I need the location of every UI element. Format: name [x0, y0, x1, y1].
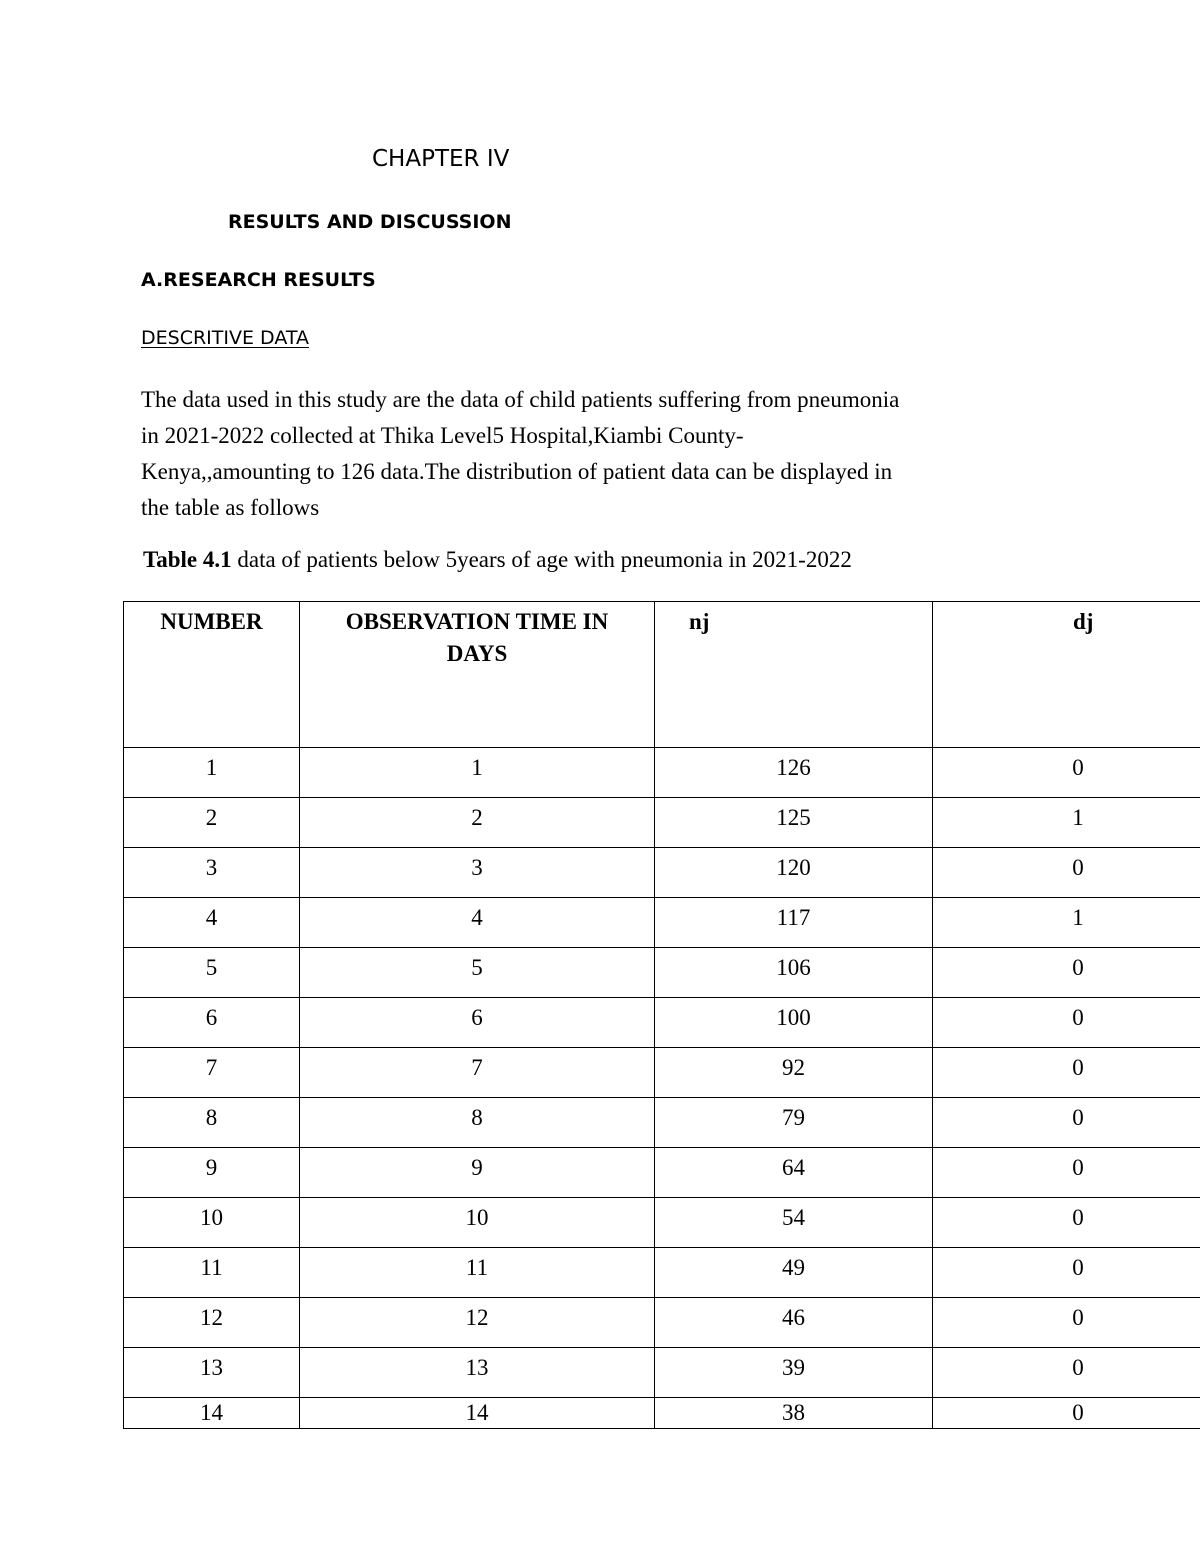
cell-dj: 1: [933, 798, 1200, 848]
cell-nj: 125: [655, 798, 933, 848]
cell-dj: 0: [933, 1048, 1200, 1098]
cell-dj: 0: [933, 1248, 1200, 1298]
cell-observation-time: 7: [300, 1048, 655, 1098]
table-row: [124, 1248, 1200, 1298]
cell-observation-time: 5: [300, 948, 655, 998]
cell-number: 1: [124, 748, 300, 798]
cell-nj: 79: [655, 1098, 933, 1148]
header-number: NUMBER: [124, 602, 300, 748]
cell-number: 7: [124, 1048, 300, 1098]
paragraph-line: the table as follows: [141, 495, 320, 520]
cell-number: 13: [124, 1348, 300, 1398]
table-row: [124, 998, 1200, 1048]
header-nj: nj: [655, 602, 933, 748]
cell-nj: 126: [655, 748, 933, 798]
cell-number: 2: [124, 798, 300, 848]
cell-number: 8: [124, 1098, 300, 1148]
body-paragraph: [141, 382, 1071, 526]
table-row: [124, 898, 1200, 948]
cell-dj: 0: [933, 1298, 1200, 1348]
cell-observation-time: 11: [300, 1248, 655, 1298]
cell-number: 4: [124, 898, 300, 948]
cell-number: 5: [124, 948, 300, 998]
cell-observation-time: 2: [300, 798, 655, 848]
cell-nj: 39: [655, 1348, 933, 1398]
cell-observation-time: 13: [300, 1348, 655, 1398]
table-row: [124, 1148, 1200, 1198]
cell-nj: 64: [655, 1148, 933, 1198]
cell-observation-time: 12: [300, 1298, 655, 1348]
paragraph-line: The data used in this study are the data of child patients suffering from pneumonia: [141, 387, 900, 412]
cell-dj: 0: [933, 748, 1200, 798]
cell-dj: 0: [933, 1398, 1200, 1429]
cell-number: 9: [124, 1148, 300, 1198]
cell-nj: 38: [655, 1398, 933, 1429]
table-row: [124, 1098, 1200, 1148]
cell-dj: 1: [933, 898, 1200, 948]
table-caption-label: Table 4.1: [143, 547, 232, 572]
paragraph-line: Kenya,,amounting to 126 data.The distribution of patient data can be displayed in: [141, 459, 893, 484]
cell-nj: 92: [655, 1048, 933, 1098]
cell-nj: 49: [655, 1248, 933, 1298]
cell-number: 11: [124, 1248, 300, 1298]
cell-nj: 46: [655, 1298, 933, 1348]
cell-number: 10: [124, 1198, 300, 1248]
chapter-heading: CHAPTER IV: [372, 146, 510, 172]
section-title: RESULTS AND DISCUSSION: [228, 211, 512, 233]
cell-number: 12: [124, 1298, 300, 1348]
cell-observation-time: 4: [300, 898, 655, 948]
cell-dj: 0: [933, 948, 1200, 998]
cell-observation-time: 1: [300, 748, 655, 798]
table-caption-text: data of patients below 5years of age with pneumonia in 2021-2022: [231, 547, 852, 572]
table-row: [124, 1348, 1200, 1398]
cell-observation-time: 10: [300, 1198, 655, 1248]
table-row: [124, 948, 1200, 998]
subsection-title: A.RESEARCH RESULTS: [141, 269, 376, 291]
table-row: [124, 1198, 1200, 1248]
cell-nj: 117: [655, 898, 933, 948]
cell-nj: 120: [655, 848, 933, 898]
header-observation-time: OBSERVATION TIME IN DAYS: [300, 602, 655, 748]
cell-dj: 0: [933, 998, 1200, 1048]
table-row: [124, 1298, 1200, 1348]
cell-observation-time: 14: [300, 1398, 655, 1429]
descriptive-data-heading: DESCRITIVE DATA: [141, 327, 309, 349]
cell-nj: 106: [655, 948, 933, 998]
table-caption: [143, 547, 852, 573]
header-dj: dj: [933, 602, 1200, 748]
cell-dj: 0: [933, 1148, 1200, 1198]
cell-nj: 100: [655, 998, 933, 1048]
table-row: [124, 1398, 1200, 1429]
cell-dj: 0: [933, 1198, 1200, 1248]
table-row: [124, 1048, 1200, 1098]
cell-observation-time: 6: [300, 998, 655, 1048]
table-row: [124, 798, 1200, 848]
cell-dj: 0: [933, 1348, 1200, 1398]
table-row: [124, 848, 1200, 898]
table-row: [124, 748, 1200, 798]
cell-dj: 0: [933, 1098, 1200, 1148]
cell-nj: 54: [655, 1198, 933, 1248]
table-header-row: [124, 602, 1200, 748]
cell-number: 14: [124, 1398, 300, 1429]
cell-observation-time: 8: [300, 1098, 655, 1148]
cell-observation-time: 3: [300, 848, 655, 898]
cell-number: 6: [124, 998, 300, 1048]
paragraph-line: in 2021-2022 collected at Thika Level5 Hospital,Kiambi County-: [141, 423, 744, 448]
cell-number: 3: [124, 848, 300, 898]
cell-observation-time: 9: [300, 1148, 655, 1198]
cell-dj: 0: [933, 848, 1200, 898]
patient-data-table: [123, 601, 1200, 1429]
